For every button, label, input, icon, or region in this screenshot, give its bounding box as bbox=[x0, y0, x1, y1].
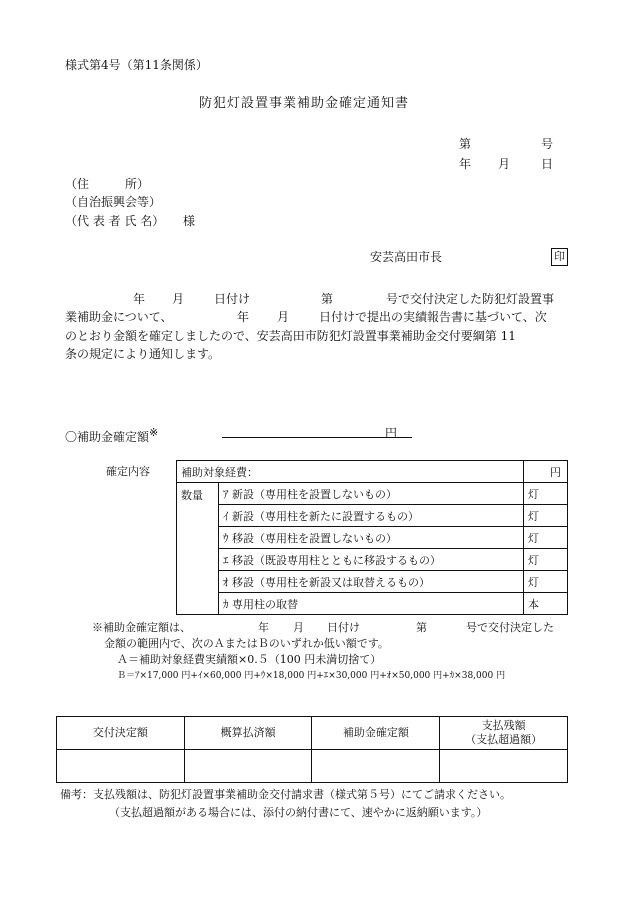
summary-header-issued: 交付決定額 bbox=[57, 717, 185, 750]
amount-label: 〇補助金確定額※ bbox=[65, 426, 159, 444]
amount-underline bbox=[222, 437, 412, 438]
note-dated: 日付け bbox=[327, 621, 360, 634]
expense-label: 補助対象経費： bbox=[177, 461, 524, 483]
summary-header-balance: 支払残額 （支払超過額） bbox=[440, 717, 568, 750]
form-id: 様式第4号（第11条関係） bbox=[65, 58, 208, 72]
qty-row-1 bbox=[177, 483, 568, 505]
remarks-line1: 備考：支払残額は、防犯灯設置事業補助金交付請求書（様式第５号）にてご請求ください。 bbox=[60, 788, 511, 801]
qty-row-5-unit: 灯 bbox=[524, 571, 568, 593]
body-line2-start: 業補助金について、 bbox=[65, 310, 173, 324]
detail-table bbox=[176, 460, 568, 615]
addressee-org: （自治振興会等） bbox=[65, 195, 162, 209]
qty-row-2-text: ｲ 新設（専用柱を新たに設置するもの） bbox=[219, 505, 524, 527]
note-line2: 金額の範囲内で、次のＡまたはＢのいずれか低い額です。 bbox=[104, 637, 389, 650]
summary-header-prepaid: 概算払済額 bbox=[184, 717, 312, 750]
summary-header-confirmed: 補助金確定額 bbox=[312, 717, 440, 750]
qty-row-1-text: ｱ 新設（専用柱を設置しないもの） bbox=[219, 483, 524, 505]
addressee-address: （住 所） bbox=[65, 177, 150, 191]
seal-stamp: 印 bbox=[551, 248, 568, 266]
qty-row-4-text: ｴ 移設（既設専用柱とともに移設するもの） bbox=[219, 549, 524, 571]
summary-value-issued bbox=[57, 750, 185, 783]
qty-row-1-unit: 灯 bbox=[524, 483, 568, 505]
date-month: 月 bbox=[498, 157, 511, 171]
qty-row-2-unit: 灯 bbox=[524, 505, 568, 527]
document-title: 防犯灯設置事業補助金確定通知書 bbox=[199, 96, 410, 111]
qty-label: 数量 bbox=[177, 483, 219, 505]
qty-row-4 bbox=[177, 549, 568, 571]
body-dai: 第 bbox=[321, 292, 334, 306]
note-rest: 号で交付決定した bbox=[466, 621, 554, 634]
summary-value-prepaid bbox=[184, 750, 312, 783]
addressee-sama: 様 bbox=[183, 214, 196, 228]
qty-row-6 bbox=[177, 593, 568, 615]
number-label-dai: 第 bbox=[459, 137, 472, 151]
expense-row bbox=[177, 461, 568, 483]
summary-header-row bbox=[57, 717, 568, 750]
detail-section-label: 確定内容 bbox=[106, 465, 150, 478]
issuer-name: 安芸高田市長 bbox=[370, 250, 443, 264]
body-line2-rest: 日付けで提出の実績報告書に基づいて、次 bbox=[319, 310, 547, 324]
qty-row-5 bbox=[177, 571, 568, 593]
body-dated: 日付け bbox=[214, 292, 251, 306]
qty-row-6-text: ｶ 専用柱の取替 bbox=[219, 593, 524, 615]
note-month: 月 bbox=[293, 621, 304, 634]
date-day: 日 bbox=[541, 157, 554, 171]
body-line3: のとおり金額を確定しましたので、安芸高田市防犯灯設置事業補助金交付要綱第 11 bbox=[65, 329, 516, 343]
addressee-rep: （代 表 者 氏 名） bbox=[65, 214, 165, 228]
qty-row-6-unit: 本 bbox=[524, 593, 568, 615]
amount-unit: 円 bbox=[385, 426, 398, 440]
qty-row-3 bbox=[177, 527, 568, 549]
qty-row-2 bbox=[177, 505, 568, 527]
body-line2-month: 月 bbox=[277, 310, 290, 324]
note-year: 年 bbox=[258, 621, 269, 634]
qty-row-4-unit: 灯 bbox=[524, 549, 568, 571]
qty-row-5-text: ｵ 移設（専用柱を新設又は取替えるもの） bbox=[219, 571, 524, 593]
qty-row-3-unit: 灯 bbox=[524, 527, 568, 549]
expense-unit: 円 bbox=[524, 461, 568, 483]
qty-row-3-text: ｳ 移設（専用柱を設置しないもの） bbox=[219, 527, 524, 549]
body-line2-year: 年 bbox=[237, 310, 250, 324]
date-year: 年 bbox=[459, 157, 472, 171]
summary-value-balance bbox=[440, 750, 568, 783]
body-line1-rest: 号で交付決定した防犯灯設置事 bbox=[386, 292, 555, 306]
body-year: 年 bbox=[133, 292, 146, 306]
remarks-line2: （支払超過額がある場合には、添付の納付書にて、速やかに返納願います。） bbox=[109, 806, 488, 819]
summary-table bbox=[56, 716, 568, 783]
body-month: 月 bbox=[172, 292, 185, 306]
body-line4: 条の規定により通知します。 bbox=[65, 347, 221, 361]
formula-b: Ｂ＝ｱ×17,000 円+ｲ×60,000 円+ｳ×18,000 円+ｴ×30,000 円+ｵ×50,000 円+ｶ×38,000 円 bbox=[117, 671, 506, 681]
number-label-go: 号 bbox=[541, 137, 554, 151]
amount-mark: ※ bbox=[149, 426, 159, 439]
note-start: ※補助金確定額は、 bbox=[92, 621, 191, 634]
summary-header-balance-sub: （支払超過額） bbox=[465, 733, 543, 746]
summary-value-row bbox=[57, 750, 568, 783]
formula-a: Ａ＝補助対象経費実績額×0.５（100 円未満切捨て） bbox=[117, 653, 382, 666]
note-dai: 第 bbox=[416, 621, 427, 634]
summary-value-confirmed bbox=[312, 750, 440, 783]
